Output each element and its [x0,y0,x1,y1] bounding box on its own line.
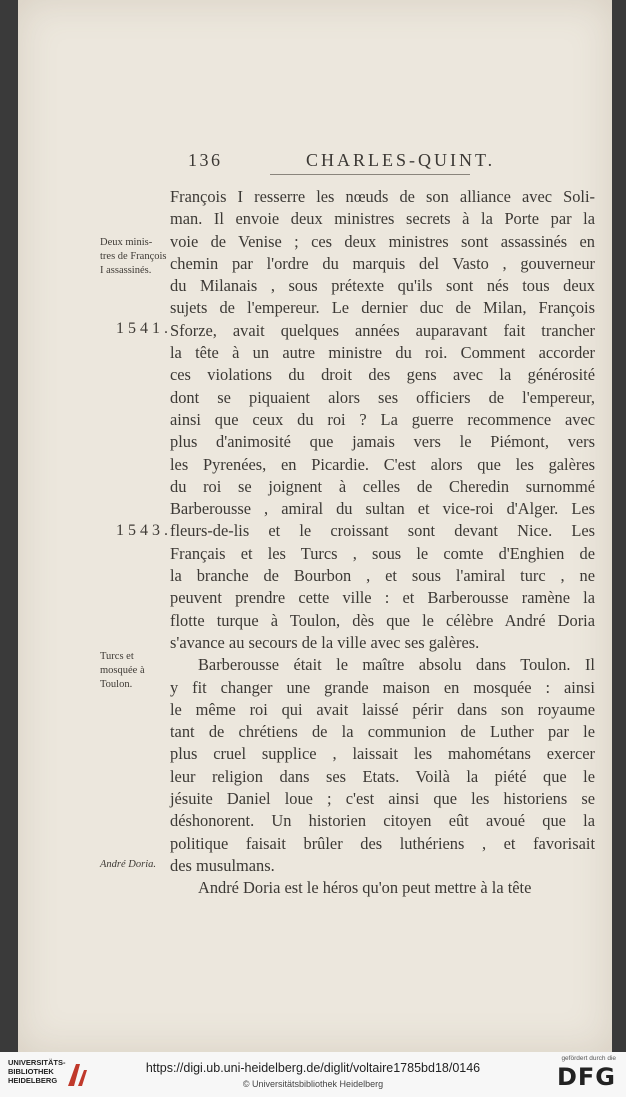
text-line: dont se piquaient alors ses officiers de l'empereur, [170,387,595,407]
text-line: s'avance au secours de la ville avec ses galères. [170,632,480,652]
permalink-url[interactable]: https://digi.ub.uni-heidelberg.de/diglit/voltaire1785bd18/0146 [145,1061,481,1075]
text-line: leur religion dans ses Etats. Voilà la piété que le [170,766,595,786]
text-line: Français et les Turcs , sous le comte d'Enghien de [170,543,595,563]
text-line: sujets de l'empereur. Le dernier duc de Milan, François [170,298,595,318]
text-line: André Doria est le héros qu'on peut mettre à la tête [198,878,532,898]
text-line: y fit changer une grande maison en mosquée : ainsi [170,677,595,697]
text-line: peuvent prendre cette ville : et Barberousse ramène la [170,588,595,608]
text-line: plus cruel supplice , laissait les mahométans exercer [170,744,595,764]
text-line: tant de chrétiens de la communion de Luther par le [170,722,595,742]
text-line: plus d'animosité que jamais vers le Piémont, vers [170,432,595,452]
margin-year-1541: 1541. [116,320,172,337]
text-line: flotte turque à Toulon, dès que le célèbre André Doria [170,610,595,630]
text-line: voie de Venise ; ces deux ministres sont assassinés en [170,231,595,251]
viewer-footer [0,1052,626,1097]
text-line: chemin par l'ordre du marquis del Vasto , gouverneur [170,253,595,273]
text-line: Sforze, avait quelques années auparavant fait trancher [170,320,595,340]
margin-note-toulon: Turcs et mosquée à Toulon. [100,651,145,690]
text-line: ainsi que ceux du roi ? La guerre recommence avec [170,409,595,429]
page-number: 136 [188,150,223,170]
text-line: fleurs-de-lis et le croissant sont devant Nice. Les [170,521,595,541]
text-line: man. Il envoie deux ministres secrets à la Porte par la [170,209,595,229]
text-line: du Milanais , sous prétexte qu'ils sont nés tous deux [170,276,595,296]
text-line: Barberousse était le maître absolu dans Toulon. Il [198,655,595,675]
margin-note-doria: André Doria. [100,859,156,870]
margin-year-1543: 1543. [116,522,172,539]
funded-by-label: gefördert durch die [561,1055,616,1062]
text-line: ces violations du droit des gens avec la générosité [170,365,595,385]
dfg-logo: DFG [556,1063,616,1091]
body-text [170,186,595,900]
text-line: la branche de Bourbon , et sous l'amiral turc , ne [170,566,595,586]
text-line: le même roi qui avait laissé périr dans son royaume [170,699,595,719]
text-line: politique faisait brûler des luthériens , et favorisait [170,833,595,853]
running-title: CHARLES-QUINT. [306,150,496,170]
text-line: jésuite Daniel loue ; c'est ainsi que les historiens se [170,789,595,809]
text-line: les Pyrenées, en Picardie. C'est alors que les galères [170,454,595,474]
text-line: du roi se joignent à celles de Cheredin surnommé [170,476,595,496]
margin-note-ministers: Deux minis- tres de François I assassinés. [100,237,167,276]
text-line: la tête à un autre ministre du roi. Comment accorder [170,343,595,363]
header-rule [270,174,470,175]
text-line: Barberousse , amiral du sultan et vice-roi d'Alger. Les [170,499,595,519]
text-line: des musulmans. [170,855,275,875]
library-name: UNIVERSITÄTS- BIBLIOTHEK HEIDELBERG [8,1058,66,1085]
text-line: déshonorent. Un historien citoyen eût avoué que la [170,811,595,831]
text-line: François I resserre les nœuds de son alliance avec Soli- [170,187,595,206]
copyright-notice: © Universitätsbibliothek Heidelberg [242,1079,384,1089]
